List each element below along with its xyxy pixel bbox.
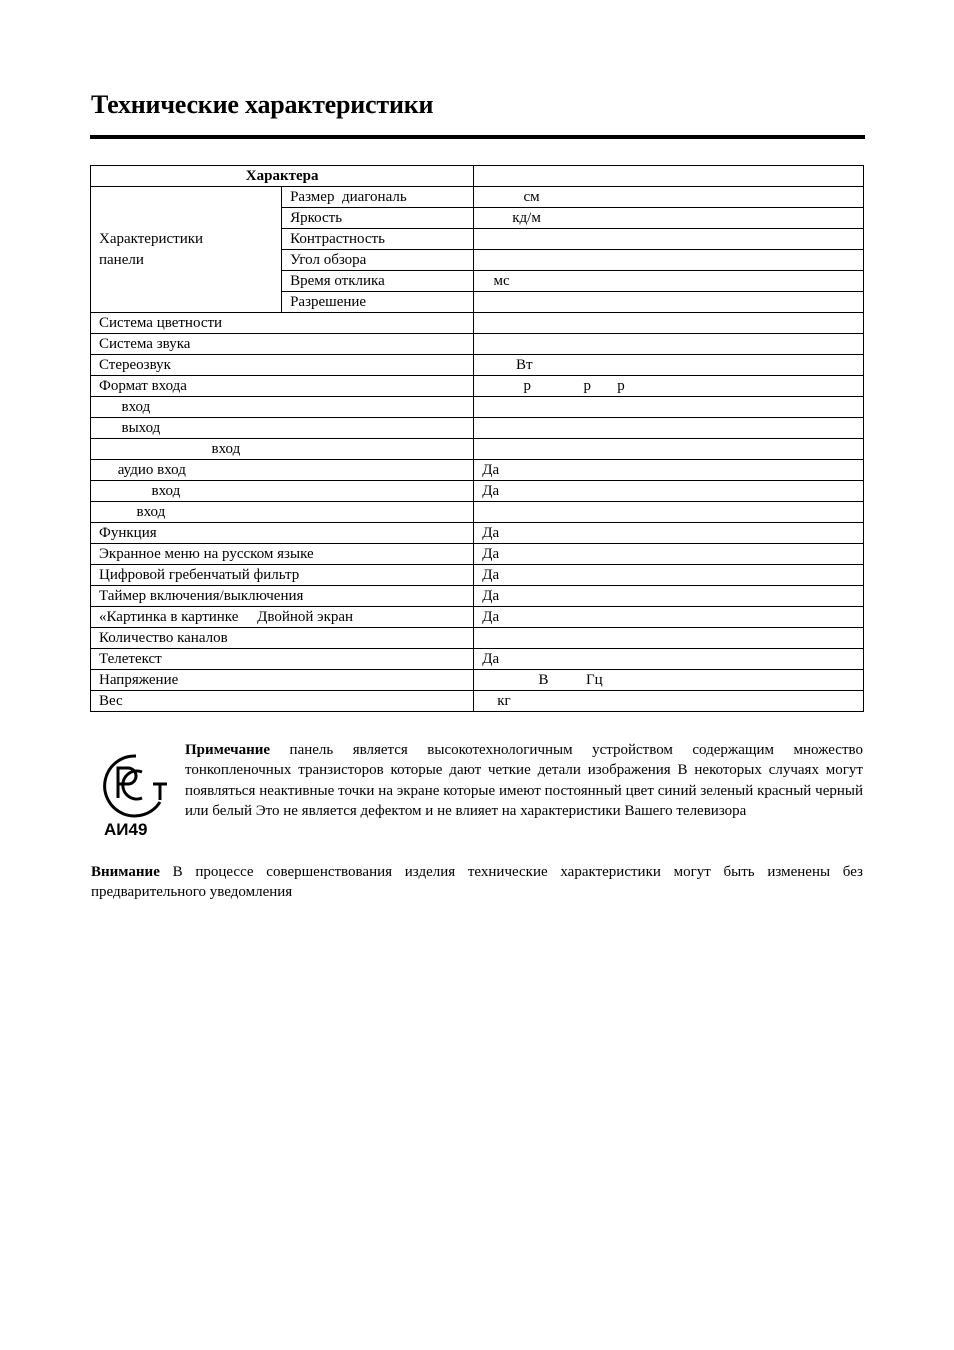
spec-label: Контрастность [282,229,474,250]
spec-row [91,355,864,376]
spec-row [91,313,864,334]
spec-label: Экранное меню на русском языке [91,544,474,565]
spec-label: Количество каналов [91,628,474,649]
warning-paragraph [91,862,863,903]
spec-row [91,586,864,607]
spec-value [474,250,864,271]
spec-row [91,502,864,523]
spec-value: Да [474,481,864,502]
spec-label: вход [91,481,474,502]
spec-value: Да [474,523,864,544]
spec-label: Вес [91,691,474,712]
spec-value: Да [474,649,864,670]
spec-row [91,691,864,712]
spec-row [91,376,864,397]
spec-label: Система цветности [91,313,474,334]
spec-label: Цифровой гребенчатый фильтр [91,565,474,586]
note-text: панель является высокотехнологичным устройством содержащим множество тонкопленочных транзисторов которые дают четкие детали изображения В некоторых случаях могут появляться неактивные точки на экране которые имеют постоянный цвет синий зеленый красный черный или белый Это не является дефектом и не влияет на характеристики Вашего телевизора [185,742,863,819]
spec-value [474,292,864,313]
spec-row [91,565,864,586]
spec-value [474,313,864,334]
spec-table [90,165,864,712]
warning-label: Внимание [91,864,160,880]
spec-label: «Картинка в картинке Двойной экран [91,607,474,628]
spec-label: вход [91,439,474,460]
spec-value: Да [474,607,864,628]
panel-spec-row [91,187,864,208]
note-paragraph [185,740,863,821]
title-underline [90,135,865,139]
spec-value [474,418,864,439]
spec-value: В Гц [474,670,864,691]
spec-value [474,397,864,418]
spec-label: Разрешение [282,292,474,313]
table-header-value [474,166,864,187]
spec-row [91,628,864,649]
spec-row [91,670,864,691]
spec-value [474,502,864,523]
spec-value: Да [474,565,864,586]
spec-label: вход [91,397,474,418]
spec-label: аудио вход [91,460,474,481]
panel-characteristics-label: Характеристики панели [91,187,282,313]
spec-row [91,523,864,544]
table-header-cell: Характера [91,166,474,187]
spec-row [91,460,864,481]
spec-value [474,439,864,460]
spec-label: выход [91,418,474,439]
spec-value: Вт [474,355,864,376]
spec-value: р р р [474,376,864,397]
spec-label: Напряжение [91,670,474,691]
spec-value: кд/м [474,208,864,229]
note-label: Примечание [185,742,271,758]
spec-value: Да [474,586,864,607]
table-header-row [91,166,864,187]
certification-code: АИ49 [104,820,148,839]
spec-value: кг [474,691,864,712]
spec-row [91,544,864,565]
spec-row [91,418,864,439]
spec-row [91,439,864,460]
spec-value: мс [474,271,864,292]
spec-label: Размер диагональ [282,187,474,208]
page-title: Технические характеристики [91,90,434,119]
spec-value: Да [474,544,864,565]
spec-row [91,649,864,670]
spec-label: вход [91,502,474,523]
spec-label: Формат входа [91,376,474,397]
spec-value [474,628,864,649]
spec-label: Яркость [282,208,474,229]
spec-row [91,334,864,355]
spec-label: Угол обзора [282,250,474,271]
spec-label: Телетекст [91,649,474,670]
spec-label: Время отклика [282,271,474,292]
spec-label: Система звука [91,334,474,355]
spec-value [474,229,864,250]
spec-row [91,481,864,502]
spec-row [91,397,864,418]
spec-value: Да [474,460,864,481]
spec-value: см [474,187,864,208]
spec-label: Функция [91,523,474,544]
spec-value [474,334,864,355]
warning-text: В процессе совершенствования изделия технические характеристики могут быть изменены без предварительного уведомления [91,864,863,901]
spec-row [91,607,864,628]
spec-label: Таймер включения/выключения [91,586,474,607]
spec-label: Стереозвук [91,355,474,376]
